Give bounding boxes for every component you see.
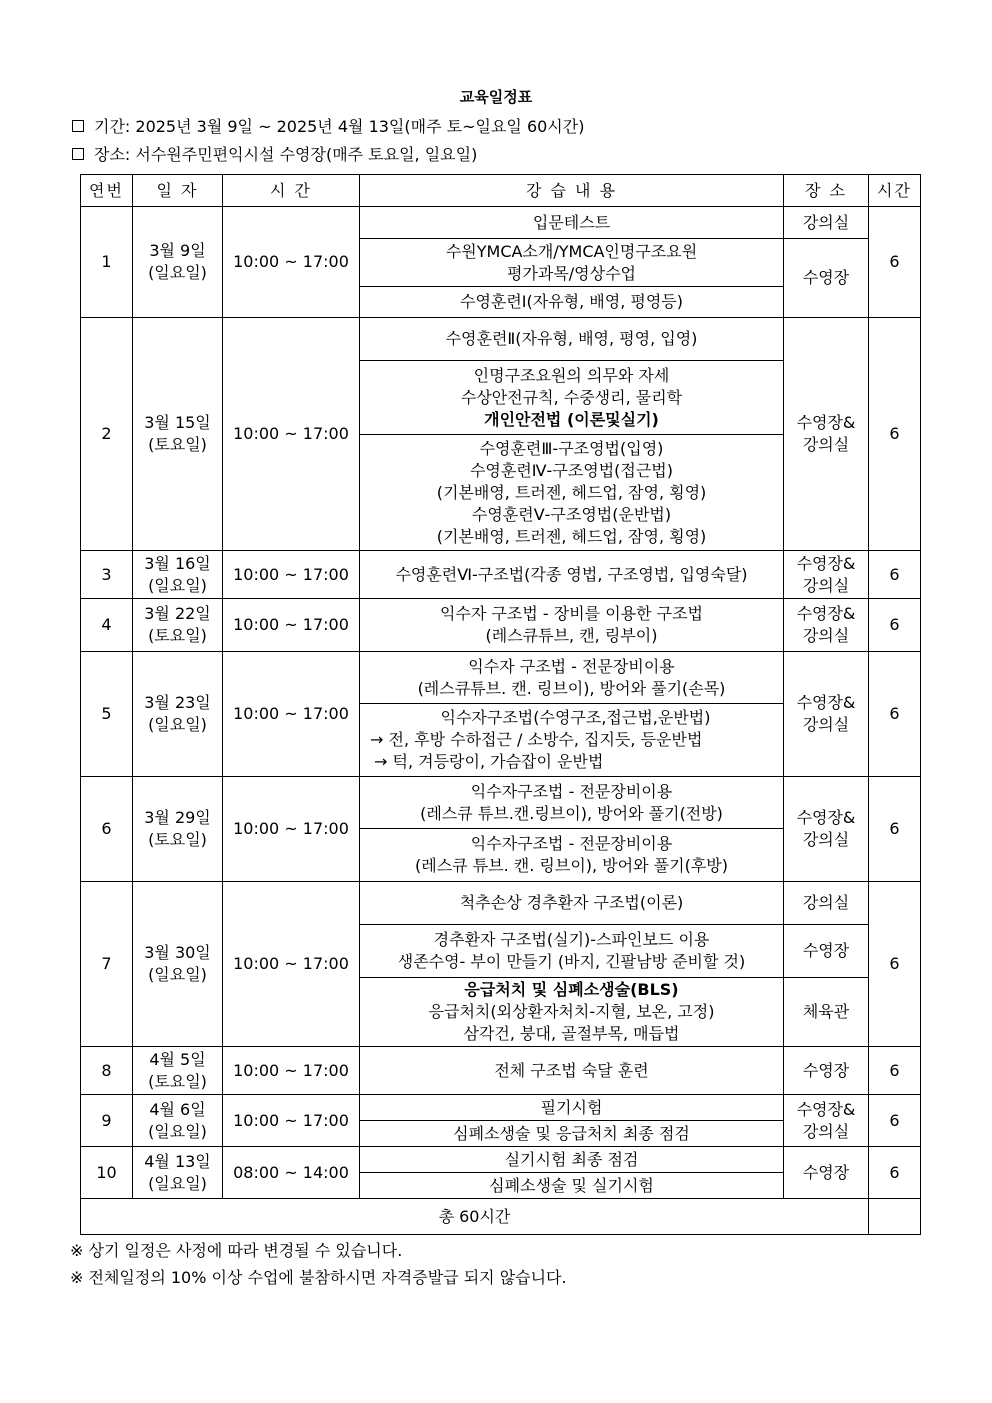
cell-date: 4월 13일 (일요일) (133, 1147, 223, 1199)
cell-hours: 6 (869, 652, 921, 777)
note-attendance: ※ 전체일정의 10% 이상 수업에 불참하시면 자격증발급 되지 않습니다. (70, 1268, 567, 1287)
table-row (81, 551, 921, 599)
cell-hours: 6 (869, 777, 921, 882)
cell-content: 실기시험 최종 점검 (360, 1147, 784, 1173)
document-title: 교육일정표 (459, 88, 533, 106)
cell-content: 심폐소생술 및 응급처치 최종 점검 (360, 1121, 784, 1147)
cell-place: 수영장 (784, 239, 869, 318)
cell-hours: 6 (869, 1147, 921, 1199)
cell-hours: 6 (869, 599, 921, 652)
table-row (81, 318, 921, 361)
cell-hours: 6 (869, 1047, 921, 1095)
cell-place: 수영장& 강의실 (784, 1095, 869, 1147)
cell-time: 10:00 ~ 17:00 (223, 1095, 360, 1147)
cell-content: 익수자구조법 - 전문장비이용 (레스큐 튜브. 캔. 링브이), 방어와 풀기(후방) (360, 829, 784, 882)
checkbox-icon (72, 120, 84, 132)
cell-no: 5 (81, 652, 133, 777)
cell-content: 입문테스트 (360, 207, 784, 239)
cell-no: 1 (81, 207, 133, 318)
cell-content: 수영훈련Ⅱ(자유형, 배영, 평영, 입영) (360, 318, 784, 361)
cell-no: 7 (81, 882, 133, 1047)
header-date: 일 자 (133, 175, 223, 207)
cell-content: 경추환자 구조법(실기)-스파인보드 이용 생존수영- 부이 만들기 (바지, 긴팔남방 준비할 것) (360, 925, 784, 978)
cell-place: 수영장& 강의실 (784, 777, 869, 882)
schedule-table (80, 174, 921, 1235)
cell-time: 10:00 ~ 17:00 (223, 318, 360, 551)
cell-hours: 6 (869, 207, 921, 318)
cell-content: 심폐소생술 및 실기시험 (360, 1173, 784, 1199)
checkbox-icon (72, 148, 84, 160)
table-row (81, 1147, 921, 1173)
cell-content: 필기시험 (360, 1095, 784, 1121)
cell-content: 수영훈련Ⅰ(자유형, 배영, 평영등) (360, 287, 784, 318)
cell-place: 수영장& 강의실 (784, 318, 869, 551)
cell-no: 8 (81, 1047, 133, 1095)
cell-time: 10:00 ~ 17:00 (223, 207, 360, 318)
cell-time: 10:00 ~ 17:00 (223, 551, 360, 599)
cell-time: 10:00 ~ 17:00 (223, 599, 360, 652)
cell-time: 10:00 ~ 17:00 (223, 652, 360, 777)
cell-place: 강의실 (784, 207, 869, 239)
header-hours: 시간 (869, 175, 921, 207)
header-time: 시 간 (223, 175, 360, 207)
cell-date: 3월 15일 (토요일) (133, 318, 223, 551)
cell-time: 10:00 ~ 17:00 (223, 1047, 360, 1095)
cell-content: 전체 구조법 숙달 훈련 (360, 1047, 784, 1095)
table-row (81, 1095, 921, 1121)
cell-date: 3월 30일 (일요일) (133, 882, 223, 1047)
cell-no: 9 (81, 1095, 133, 1147)
cell-place: 수영장& 강의실 (784, 599, 869, 652)
table-row (81, 652, 921, 704)
place-line (72, 142, 477, 165)
cell-content: 수원YMCA소개/YMCA인명구조요원 평가과목/영상수업 (360, 239, 784, 287)
cell-content: 인명구조요원의 의무와 자세 수상안전규칙, 수중생리, 물리학 개인안전법 (이론및실기) (360, 361, 784, 435)
cell-time: 10:00 ~ 17:00 (223, 882, 360, 1047)
cell-no: 3 (81, 551, 133, 599)
cell-no: 10 (81, 1147, 133, 1199)
cell-hours: 6 (869, 882, 921, 1047)
table-row (81, 777, 921, 829)
cell-hours: 6 (869, 551, 921, 599)
total-row (81, 1199, 921, 1235)
cell-no: 4 (81, 599, 133, 652)
place-text: 장소: 서수원주민편익시설 수영장(매주 토요일, 일요일) (94, 145, 478, 164)
note-schedule-change: ※ 상기 일정은 사정에 따라 변경될 수 있습니다. (70, 1241, 403, 1260)
cell-hours: 6 (869, 318, 921, 551)
cell-date: 3월 29일 (토요일) (133, 777, 223, 882)
table-row (81, 882, 921, 925)
period-text: 기간: 2025년 3월 9일 ~ 2025년 4월 13일(매주 토~일요일 60시간) (94, 117, 585, 136)
cell-content: 익수자 구조법 - 전문장비이용 (레스큐튜브. 캔. 링브이), 방어와 풀기(손목) (360, 652, 784, 704)
cell-no: 2 (81, 318, 133, 551)
cell-time: 10:00 ~ 17:00 (223, 777, 360, 882)
header-place: 장 소 (784, 175, 869, 207)
period-line (72, 114, 584, 137)
cell-content: 익수자구조법(수영구조,접근법,운반법) → 전, 후방 수하접근 / 소방수, 집지듯, 등운반법 → 턱, 겨등랑이, 가슴잡이 운반법 (360, 704, 784, 777)
header-row (81, 175, 921, 207)
cell-time: 08:00 ~ 14:00 (223, 1147, 360, 1199)
table-row (81, 1047, 921, 1095)
cell-content: 척추손상 경추환자 구조법(이론) (360, 882, 784, 925)
cell-date: 3월 23일 (일요일) (133, 652, 223, 777)
cell-place: 수영장& 강의실 (784, 652, 869, 777)
total-hours: 총 60시간 (81, 1199, 869, 1235)
cell-place: 수영장 (784, 1147, 869, 1199)
cell-hours: 6 (869, 1095, 921, 1147)
cell-content: 익수자구조법 - 전문장비이용 (레스큐 튜브.캔.링브이), 방어와 풀기(전방) (360, 777, 784, 829)
cell-content: 수영훈련Ⅲ-구조영법(입영) 수영훈련Ⅳ-구조영법(접근법) (기본배영, 트러젠, 헤드업, 잠영, 횡영) 수영훈련Ⅴ-구조영법(운반법) (기본배영, 트러젠, 헤드업, 잠영, 횡영) (360, 435, 784, 551)
cell-content: 응급처치 및 심폐소생술(BLS) 응급처치(외상환자처치-지혈, 보온, 고정) 삼각건, 붕대, 골절부목, 매듭법 (360, 978, 784, 1047)
cell-place: 강의실 (784, 882, 869, 925)
cell-date: 4월 5일 (토요일) (133, 1047, 223, 1095)
cell-date: 4월 6일 (일요일) (133, 1095, 223, 1147)
header-no: 연번 (81, 175, 133, 207)
cell-place: 수영장 (784, 1047, 869, 1095)
table-row (81, 599, 921, 652)
header-content: 강 습 내 용 (360, 175, 784, 207)
cell-place: 체육관 (784, 978, 869, 1047)
cell-place: 수영장 (784, 925, 869, 978)
cell-content: 익수자 구조법 - 장비를 이용한 구조법 (레스큐튜브, 캔, 링부이) (360, 599, 784, 652)
cell-date: 3월 16일 (일요일) (133, 551, 223, 599)
cell-content: 수영훈련Ⅵ-구조법(각종 영법, 구조영법, 입영숙달) (360, 551, 784, 599)
cell-date: 3월 9일 (일요일) (133, 207, 223, 318)
cell-date: 3월 22일 (토요일) (133, 599, 223, 652)
cell-no: 6 (81, 777, 133, 882)
table-row (81, 207, 921, 239)
total-empty-cell (869, 1199, 921, 1235)
cell-place: 수영장& 강의실 (784, 551, 869, 599)
